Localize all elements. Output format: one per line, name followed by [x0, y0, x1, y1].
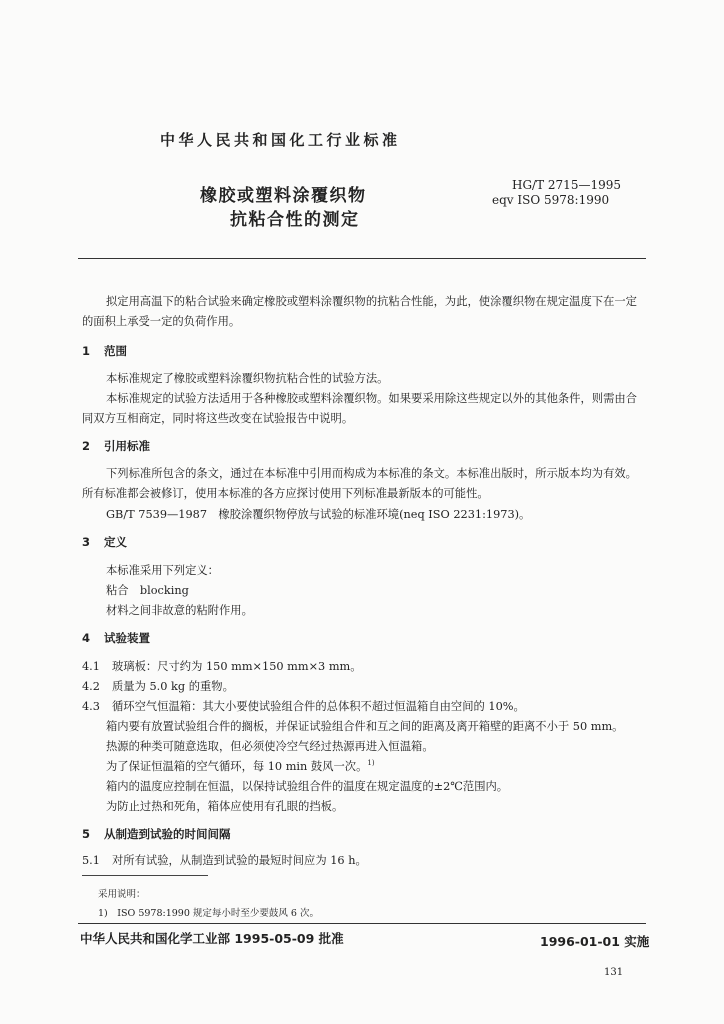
normative-reference: GB/T 7539—1987 橡胶涂覆织物停放与试验的标准环境(neq ISO 2231:1973)。	[106, 508, 531, 521]
section-title: 范围	[104, 344, 127, 358]
intro-paragraph: 拟定用高温下的粘合试验来确定橡胶或塑料涂覆织物的抗粘合性能，为此，使涂覆织物在规定温度下在一定的面积上承受一定的负荷作用。	[82, 295, 637, 328]
effective-date: 1996-01-01 实施	[540, 934, 650, 949]
section-title: 从制造到试验的时间间隔	[104, 827, 231, 841]
clause-4-3-line-3: 热源的种类可随意选取，但必须使冷空气经过热源再进入恒温箱。	[106, 740, 434, 753]
clause-text: 为了保证恒温箱的空气循环，每 10 min 鼓风一次。	[106, 760, 368, 773]
footnote-rule	[82, 875, 208, 876]
document-title-line2: 抗粘合性的测定	[230, 210, 360, 230]
clause-number: 4.2	[82, 680, 100, 693]
definition-intro: 本标准采用下列定义：	[106, 564, 219, 577]
clause-number: 5.1	[82, 854, 100, 867]
clause-4-3-line-5: 箱内的温度应控制在恒温，以保持试验组合件的温度在规定温度的±2℃范围内。	[106, 780, 509, 793]
clause-4-3-line-4	[106, 758, 375, 774]
footnote-text: 1) ISO 5978:1990 规定每小时至少要鼓风 6 次。	[98, 908, 319, 919]
section-number: 1	[82, 344, 91, 358]
header-rule	[78, 258, 646, 259]
footnote-label: 采用说明：	[98, 889, 146, 900]
section-number: 2	[82, 439, 91, 453]
section-number: 4	[82, 631, 91, 645]
clause-4-3-line-6: 为防止过热和死角，箱体应使用有孔眼的挡板。	[106, 800, 344, 813]
clause-text: 玻璃板：尺寸约为 150 mm×150 mm×3 mm。	[112, 660, 362, 673]
page-number: 131	[604, 967, 624, 978]
clause-4-3-line-2: 箱内要有放置试验组合件的搁板，并保证试验组合件和互之间的距离及离开箱壁的距离不小于 50 mm。	[106, 720, 624, 733]
clause-5-1	[82, 852, 367, 868]
section-1-paragraph-1: 本标准规定了橡胶或塑料涂覆织物抗粘合性的试验方法。	[106, 372, 389, 385]
clause-4-1	[82, 658, 362, 674]
section-title: 试验装置	[104, 631, 150, 645]
clause-number: 4.3	[82, 700, 100, 713]
section-title: 定义	[104, 535, 127, 549]
standard-type-heading: 中华人民共和国化工行业标准	[160, 131, 401, 149]
clause-4-2	[82, 678, 234, 694]
equivalent-iso-code: eqv ISO 5978:1990	[492, 193, 610, 207]
section-1-paragraph-2: 本标准规定的试验方法适用于各种橡胶或塑料涂覆织物。如果要采用除这些规定以外的其他条件，则需由合同双方互相商定，同时将这些改变在试验报告中说明。	[82, 392, 637, 425]
clause-text: 质量为 5.0 kg 的重物。	[112, 680, 234, 693]
section-1-heading	[82, 343, 127, 359]
footnote-marker: 1)	[367, 759, 375, 768]
section-title: 引用标准	[104, 439, 150, 453]
document-title-line1: 橡胶或塑料涂覆织物	[200, 186, 367, 206]
standard-code: HG/T 2715—1995	[512, 178, 621, 192]
definition-term: 粘合 blocking	[106, 584, 189, 597]
clause-4-3	[82, 698, 525, 714]
section-4-heading	[82, 630, 150, 646]
clause-text: 对所有试验，从制造到试验的最短时间应为 16 h。	[112, 854, 367, 867]
section-2-paragraph: 下列标准所包含的条文，通过在本标准中引用而构成为本标准的条文。本标准出版时，所示版本均为有效。所有标准都会被修订，使用本标准的各方应探讨使用下列标准最新版本的可能性。	[82, 467, 637, 500]
section-5-heading	[82, 826, 231, 842]
section-3-heading	[82, 534, 127, 550]
approval-date: 中华人民共和国化学工业部 1995-05-09 批准	[80, 931, 344, 946]
definition-text: 材料之间非故意的粘附作用。	[106, 604, 253, 617]
section-2-heading	[82, 438, 150, 454]
clause-text: 循环空气恒温箱：其大小要使试验组合件的总体积不超过恒温箱自由空间的 10%。	[112, 700, 525, 713]
section-number: 5	[82, 827, 91, 841]
clause-number: 4.1	[82, 660, 100, 673]
section-number: 3	[82, 535, 91, 549]
footer-rule	[78, 923, 646, 924]
